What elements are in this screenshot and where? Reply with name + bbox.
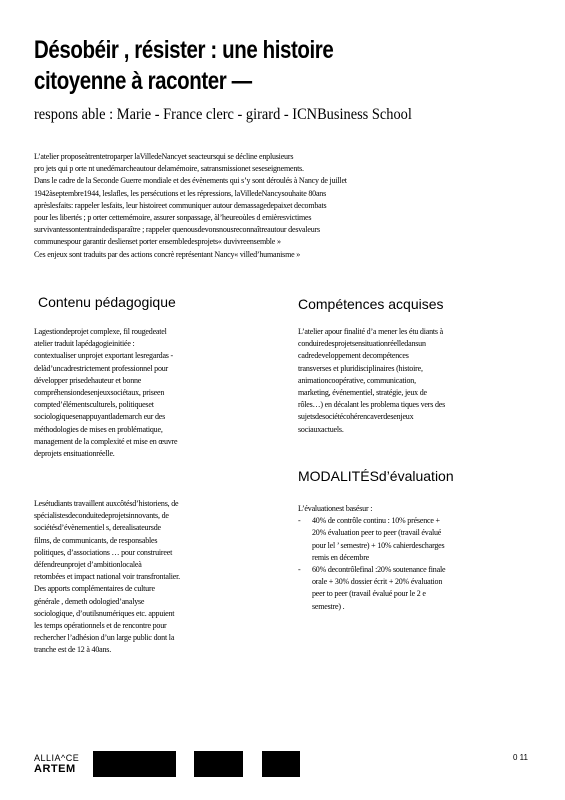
- intro-line: pour les libertés ; p orter cettemémoire, assurer sonpassage, àl’heureoùles d ernièresvictimes: [34, 213, 312, 223]
- competences-line: animationcoopérative, communication,: [298, 375, 416, 385]
- bullet-dash: -: [298, 516, 301, 526]
- title-line-2: citoyenne à raconter —: [34, 67, 252, 95]
- contenu-line: compréhensiondesenjeuxsociétaux, priseen: [34, 388, 165, 398]
- evaluation-line: 60% decontrôlefinal :20% soutenance finale: [312, 565, 446, 575]
- contenu-line: méthodologies de mises en problématique,: [34, 424, 163, 434]
- contenu-line: défendreunprojet d’ambitionlocaleà: [34, 560, 142, 570]
- contenu-line: sociologique, d’outilsnumériques etc. appuient: [34, 608, 175, 618]
- bullet-dash: -: [298, 565, 301, 575]
- responsable-line: respons able : Marie - France clerc - girard - ICNBusiness School: [34, 106, 412, 123]
- competences-line: sujetsdesociétécohérencaverdesenjeux: [298, 412, 414, 422]
- competences-line: rôles…) en décalant les problema tiques vers des: [298, 400, 446, 410]
- modalites-title-sub: d’évaluation: [378, 468, 454, 484]
- competences-line: L’atelier apour finalité d’a mener les étu diants à: [298, 327, 443, 336]
- contenu-line: rechercher l’adhésion d’un large public dont la: [34, 633, 175, 643]
- redaction-block: [262, 751, 300, 777]
- evaluation-item-final: [298, 564, 530, 613]
- contenu-line: spécialistesdeconduitedeprojetsinnovants, de: [34, 511, 169, 521]
- contenu-line: sociétésd’évènementiel s, derealisateursde: [34, 523, 161, 533]
- intro-line: aprèslesfaits: rappeler lesfaits, leur histoireet communiquer autour demassagedepaixet decombats: [34, 200, 327, 210]
- competences-line: marketing, événementiel, stratégie, jeux de: [298, 388, 427, 398]
- competences-line: transverses et pluridisciplinaires (histoire,: [298, 363, 423, 373]
- contenu-line: Lesétudiants travaillent auxcôtésd’historiens, de: [34, 499, 179, 508]
- modalites-title: [298, 468, 454, 484]
- redaction-block: [194, 751, 243, 777]
- page-number: 0 11: [513, 753, 528, 762]
- modalites-title-main: MODALITÉS: [298, 468, 379, 484]
- contenu-line: politiques, d’associations … pour construireet: [34, 547, 173, 557]
- title-line-1: Désobéir , résister : une histoire: [34, 36, 334, 64]
- evaluation-line: 40% de contrôle continu : 10% présence +: [312, 516, 440, 526]
- evaluation-item-continu: [298, 515, 530, 564]
- contenu-line: développer prisedehauteur et bonne: [34, 375, 142, 385]
- contenu-line: tranche est de 12 à 40ans.: [34, 645, 111, 655]
- modalites-intro: L’évaluationest basésur :: [298, 504, 373, 513]
- logo-line-artem: ARTEM: [34, 763, 76, 775]
- contenu-line: atelier traduit lapédagogieinitiée :: [34, 339, 135, 349]
- contenu-line: sociologiquesenappuyantlademarch eur des: [34, 412, 166, 422]
- contenu-paragraph-1: [34, 326, 264, 460]
- contenu-line: films, de communicants, de responsables: [34, 535, 158, 545]
- contenu-line: Des apports complémentaires de culture: [34, 584, 155, 594]
- evaluation-line: orale + 30% dossier écrit + 20% évaluation: [312, 577, 443, 587]
- intro-line: survivantessontentraindedisparaître ; rappeler quenousdevonsnousreconnaîtreautour desvaleurs: [34, 225, 320, 235]
- contenu-line: les temps opérationnels et de rencontre pour: [34, 621, 167, 631]
- contenu-line: delàd’uncadrestrictement professionnel pour: [34, 363, 169, 373]
- logo-line-alliance: ALLIA^CE: [34, 753, 80, 763]
- intro-line: communespour garantir deslienset porter ensembledesprojets« duvivreensemble »: [34, 237, 281, 247]
- evaluation-line: 20% évaluation peer to peer (travail évalué: [312, 528, 442, 538]
- modalites-body: [298, 503, 530, 613]
- contenu-paragraph-2: [34, 498, 264, 657]
- evaluation-line: remis en décembre: [312, 552, 370, 562]
- intro-line: Ces enjeux sont traduits par des actions concrè représentant Nancy« villed’humanisme »: [34, 249, 301, 259]
- competences-paragraph: [298, 326, 530, 436]
- contenu-line: management de la complexité et mise en œuvre: [34, 436, 178, 446]
- contenu-line: deprojets ensituationréelle.: [34, 449, 115, 459]
- contenu-line: Lagestiondeprojet complexe, fil rougedeatel: [34, 327, 167, 336]
- contenu-line: contextualiser unprojet exportant lesregardas -: [34, 351, 173, 361]
- competences-line: conduiredesprojetsensituationréelledansun: [298, 339, 426, 349]
- redaction-block: [93, 751, 176, 777]
- competences-line: cadredeveloppement decompétences: [298, 351, 409, 361]
- intro-line: L’atelier proposeàtrentetroparper laVilledeNancyet seacteursqui se décline enplusieurs: [34, 152, 294, 161]
- intro-line: Dans le cadre de la Seconde Guerre mondiale et des évènements qui s’y sont déroulés à Nancy de juillet: [34, 176, 347, 186]
- intro-paragraph: [34, 151, 347, 261]
- contenu-title: Contenu pédagogique: [38, 294, 176, 310]
- contenu-line: compted’élémentsculturels, politiqueset: [34, 400, 154, 410]
- evaluation-line: pour lel ’ semestre) + 10% cahierdescharges: [312, 540, 445, 550]
- competences-title: Compétences acquises: [298, 296, 444, 312]
- intro-line: pro jets qui p orte nt unedémarcheautour delamémoire, satransmissionet seseseignements.: [34, 164, 304, 174]
- evaluation-line: peer to peer (travail évalué pour le 2 e: [312, 589, 426, 599]
- intro-line: 1942àseptembre1944, leslafles, les persécutions et les répressions, laVilledeNancysouhaite 80ans: [34, 188, 327, 198]
- contenu-line: générale , demeth odologied’analyse: [34, 596, 145, 606]
- competences-line: sociauxactuels.: [298, 424, 344, 434]
- contenu-line: retombées et impact national voir transfrontalier.: [34, 572, 180, 582]
- alliance-artem-logo: [34, 753, 79, 775]
- evaluation-line: semestre) .: [312, 601, 345, 611]
